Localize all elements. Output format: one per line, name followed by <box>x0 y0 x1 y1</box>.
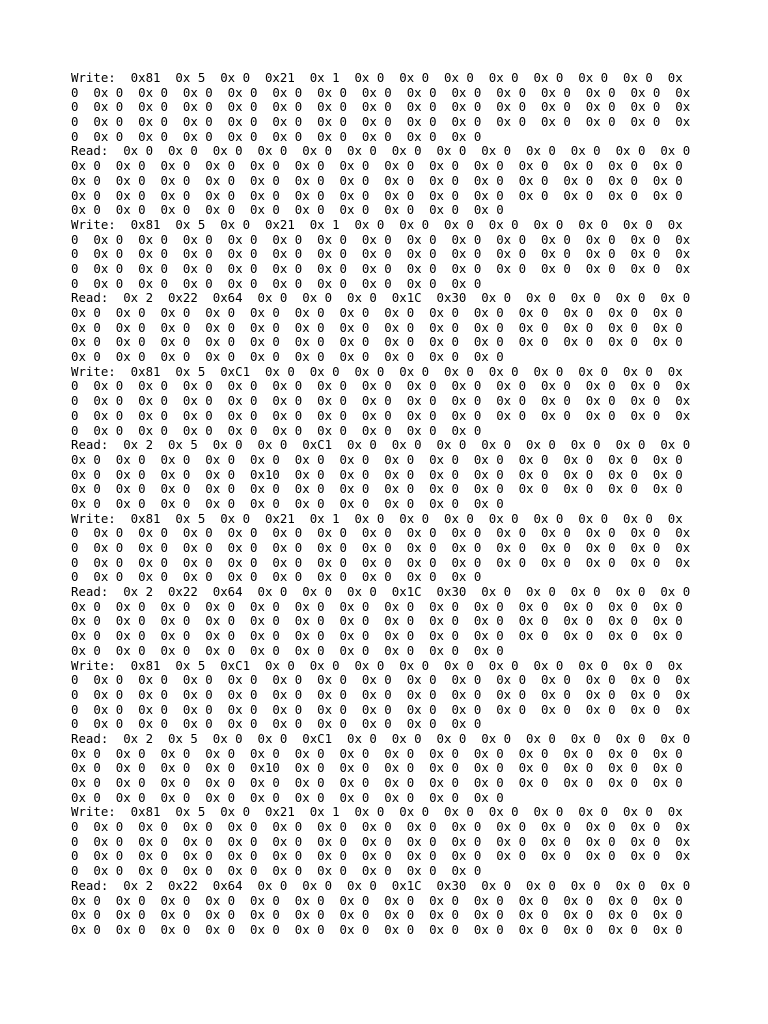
log-line: 0x 0 0x 0 0x 0 0x 0 0x 0 0x 0 0x 0 0x 0 0x 0 0x 0 0x 0 0x 0 0x 0 0x 0 <box>71 451 683 467</box>
log-line: 0 0x 0 0x 0 0x 0 0x 0 0x 0 0x 0 0x 0 0x 0 0x 0 0x 0 0x 0 0x 0 0x 0 0x <box>71 260 691 276</box>
log-line: 0x 0 0x 0 0x 0 0x 0 0x 0 0x 0 0x 0 0x 0 0x 0 0x 0 0x 0 0x 0 0x 0 0x 0 <box>71 745 683 761</box>
log-line: 0x 0 0x 0 0x 0 0x 0 0x 0 0x 0 0x 0 0x 0 0x 0 0x 0 0x 0 0x 0 0x 0 0x 0 <box>71 921 683 937</box>
log-line: Write: 0x81 0x 5 0x 0 0x21 0x 1 0x 0 0x 0 0x 0 0x 0 0x 0 0x 0 0x 0 0x <box>71 70 683 85</box>
log-line: Write: 0x81 0x 5 0x 0 0x21 0x 1 0x 0 0x 0 0x 0 0x 0 0x 0 0x 0 0x 0 0x <box>71 804 683 820</box>
log-line: Read: 0x 2 0x 5 0x 0 0x 0 0xC1 0x 0 0x 0 0x 0 0x 0 0x 0 0x 0 0x 0 0x 0 <box>71 730 691 746</box>
log-line: 0x 0 0x 0 0x 0 0x 0 0x10 0x 0 0x 0 0x 0 0x 0 0x 0 0x 0 0x 0 0x 0 0x 0 <box>71 466 683 482</box>
log-line: 0 0x 0 0x 0 0x 0 0x 0 0x 0 0x 0 0x 0 0x 0 0x 0 0x 0 0x 0 0x 0 0x 0 0x <box>71 407 691 423</box>
log-line: 0x 0 0x 0 0x 0 0x 0 0x 0 0x 0 0x 0 0x 0 0x 0 0x 0 0x 0 0x 0 0x 0 0x 0 <box>71 158 683 174</box>
log-line: 0 0x 0 0x 0 0x 0 0x 0 0x 0 0x 0 0x 0 0x 0 0x 0 <box>71 275 482 291</box>
log-line: 0 0x 0 0x 0 0x 0 0x 0 0x 0 0x 0 0x 0 0x 0 0x 0 <box>71 863 482 879</box>
log-line: 0x 0 0x 0 0x 0 0x 0 0x 0 0x 0 0x 0 0x 0 0x 0 0x 0 0x 0 0x 0 0x 0 0x 0 <box>71 628 683 644</box>
log-line: Write: 0x81 0x 5 0xC1 0x 0 0x 0 0x 0 0x 0 0x 0 0x 0 0x 0 0x 0 0x 0 0x <box>71 363 683 379</box>
log-line: Read: 0x 0 0x 0 0x 0 0x 0 0x 0 0x 0 0x 0 0x 0 0x 0 0x 0 0x 0 0x 0 0x 0 <box>71 143 691 159</box>
log-line: 0x 0 0x 0 0x 0 0x 0 0x 0 0x 0 0x 0 0x 0 0x 0 0x 0 0x 0 0x 0 0x 0 0x 0 <box>71 319 683 335</box>
log-line: 0x 0 0x 0 0x 0 0x 0 0x 0 0x 0 0x 0 0x 0 0x 0 0x 0 0x 0 0x 0 0x 0 0x 0 <box>71 775 683 790</box>
log-line: 0x 0 0x 0 0x 0 0x 0 0x 0 0x 0 0x 0 0x 0 0x 0 0x 0 0x 0 0x 0 0x 0 0x 0 <box>71 305 683 320</box>
log-line: 0x 0 0x 0 0x 0 0x 0 0x 0 0x 0 0x 0 0x 0 0x 0 0x 0 0x 0 0x 0 0x 0 0x 0 <box>71 613 683 629</box>
log-line: 0 0x 0 0x 0 0x 0 0x 0 0x 0 0x 0 0x 0 0x 0 0x 0 0x 0 0x 0 0x 0 0x 0 0x <box>71 525 691 541</box>
log-line: 0x 0 0x 0 0x 0 0x 0 0x 0 0x 0 0x 0 0x 0 0x 0 0x 0 0x 0 0x 0 0x 0 0x 0 <box>71 334 683 350</box>
log-line: Read: 0x 2 0x22 0x64 0x 0 0x 0 0x 0 0x1C 0x30 0x 0 0x 0 0x 0 0x 0 0x 0 <box>71 584 691 600</box>
log-line: 0 0x 0 0x 0 0x 0 0x 0 0x 0 0x 0 0x 0 0x 0 0x 0 <box>71 716 482 732</box>
log-line: Write: 0x81 0x 5 0x 0 0x21 0x 1 0x 0 0x 0 0x 0 0x 0 0x 0 0x 0 0x 0 0x <box>71 216 683 232</box>
log-line: 0 0x 0 0x 0 0x 0 0x 0 0x 0 0x 0 0x 0 0x 0 0x 0 0x 0 0x 0 0x 0 0x 0 0x <box>71 231 691 247</box>
log-line: 0x 0 0x 0 0x 0 0x 0 0x 0 0x 0 0x 0 0x 0 0x 0 0x 0 0x 0 0x 0 0x 0 0x 0 <box>71 172 683 188</box>
log-line: 0 0x 0 0x 0 0x 0 0x 0 0x 0 0x 0 0x 0 0x 0 0x 0 0x 0 0x 0 0x 0 0x 0 0x <box>71 833 691 849</box>
log-line: 0x 0 0x 0 0x 0 0x 0 0x 0 0x 0 0x 0 0x 0 0x 0 0x 0 <box>71 349 504 365</box>
log-line: 0 0x 0 0x 0 0x 0 0x 0 0x 0 0x 0 0x 0 0x 0 0x 0 <box>71 422 482 438</box>
log-line: 0 0x 0 0x 0 0x 0 0x 0 0x 0 0x 0 0x 0 0x 0 0x 0 0x 0 0x 0 0x 0 0x 0 0x <box>71 554 691 570</box>
log-line: 0x 0 0x 0 0x 0 0x 0 0x10 0x 0 0x 0 0x 0 0x 0 0x 0 0x 0 0x 0 0x 0 0x 0 <box>71 760 683 776</box>
log-line: Write: 0x81 0x 5 0x 0 0x21 0x 1 0x 0 0x 0 0x 0 0x 0 0x 0 0x 0 0x 0 0x <box>71 510 683 526</box>
log-line: 0x 0 0x 0 0x 0 0x 0 0x 0 0x 0 0x 0 0x 0 0x 0 0x 0 <box>71 789 504 805</box>
log-line: 0 0x 0 0x 0 0x 0 0x 0 0x 0 0x 0 0x 0 0x 0 0x 0 0x 0 0x 0 0x 0 0x 0 0x <box>71 378 691 394</box>
log-line: 0 0x 0 0x 0 0x 0 0x 0 0x 0 0x 0 0x 0 0x 0 0x 0 0x 0 0x 0 0x 0 0x 0 0x <box>71 701 691 717</box>
log-line: 0x 0 0x 0 0x 0 0x 0 0x 0 0x 0 0x 0 0x 0 0x 0 0x 0 0x 0 0x 0 0x 0 0x 0 <box>71 481 683 497</box>
log-line: 0 0x 0 0x 0 0x 0 0x 0 0x 0 0x 0 0x 0 0x 0 0x 0 0x 0 0x 0 0x 0 0x 0 0x <box>71 819 691 835</box>
log-line: 0x 0 0x 0 0x 0 0x 0 0x 0 0x 0 0x 0 0x 0 0x 0 0x 0 0x 0 0x 0 0x 0 0x 0 <box>71 907 683 923</box>
log-line: 0x 0 0x 0 0x 0 0x 0 0x 0 0x 0 0x 0 0x 0 0x 0 0x 0 0x 0 0x 0 0x 0 0x 0 <box>71 892 683 908</box>
log-line: Read: 0x 2 0x22 0x64 0x 0 0x 0 0x 0 0x1C 0x30 0x 0 0x 0 0x 0 0x 0 0x 0 <box>71 290 691 306</box>
log-line: 0 0x 0 0x 0 0x 0 0x 0 0x 0 0x 0 0x 0 0x 0 0x 0 0x 0 0x 0 0x 0 0x 0 0x <box>71 848 691 864</box>
log-line: 0x 0 0x 0 0x 0 0x 0 0x 0 0x 0 0x 0 0x 0 0x 0 0x 0 <box>71 495 504 511</box>
log-line: 0x 0 0x 0 0x 0 0x 0 0x 0 0x 0 0x 0 0x 0 0x 0 0x 0 0x 0 0x 0 0x 0 0x 0 <box>71 598 683 614</box>
log-line: Read: 0x 2 0x 5 0x 0 0x 0 0xC1 0x 0 0x 0 0x 0 0x 0 0x 0 0x 0 0x 0 0x 0 <box>71 437 691 453</box>
log-line: 0x 0 0x 0 0x 0 0x 0 0x 0 0x 0 0x 0 0x 0 0x 0 0x 0 0x 0 0x 0 0x 0 0x 0 <box>71 187 683 203</box>
log-line: 0 0x 0 0x 0 0x 0 0x 0 0x 0 0x 0 0x 0 0x 0 0x 0 0x 0 0x 0 0x 0 0x 0 0x <box>71 246 691 262</box>
log-line: 0 0x 0 0x 0 0x 0 0x 0 0x 0 0x 0 0x 0 0x 0 0x 0 <box>71 128 482 144</box>
log-line: 0 0x 0 0x 0 0x 0 0x 0 0x 0 0x 0 0x 0 0x 0 0x 0 0x 0 0x 0 0x 0 0x 0 0x <box>71 84 691 100</box>
hex-log-document <box>71 71 711 938</box>
log-line: 0 0x 0 0x 0 0x 0 0x 0 0x 0 0x 0 0x 0 0x 0 0x 0 <box>71 569 482 585</box>
log-line: 0 0x 0 0x 0 0x 0 0x 0 0x 0 0x 0 0x 0 0x 0 0x 0 0x 0 0x 0 0x 0 0x 0 0x <box>71 114 691 130</box>
log-line: 0 0x 0 0x 0 0x 0 0x 0 0x 0 0x 0 0x 0 0x 0 0x 0 0x 0 0x 0 0x 0 0x 0 0x <box>71 686 691 702</box>
log-line: 0x 0 0x 0 0x 0 0x 0 0x 0 0x 0 0x 0 0x 0 0x 0 0x 0 <box>71 202 504 218</box>
log-line: 0 0x 0 0x 0 0x 0 0x 0 0x 0 0x 0 0x 0 0x 0 0x 0 0x 0 0x 0 0x 0 0x 0 0x <box>71 393 691 409</box>
log-line: 0 0x 0 0x 0 0x 0 0x 0 0x 0 0x 0 0x 0 0x 0 0x 0 0x 0 0x 0 0x 0 0x 0 0x <box>71 99 691 115</box>
log-line: Read: 0x 2 0x22 0x64 0x 0 0x 0 0x 0 0x1C 0x30 0x 0 0x 0 0x 0 0x 0 0x 0 <box>71 877 691 893</box>
log-line: Write: 0x81 0x 5 0xC1 0x 0 0x 0 0x 0 0x 0 0x 0 0x 0 0x 0 0x 0 0x 0 0x <box>71 657 683 673</box>
log-line: 0 0x 0 0x 0 0x 0 0x 0 0x 0 0x 0 0x 0 0x 0 0x 0 0x 0 0x 0 0x 0 0x 0 0x <box>71 672 691 688</box>
log-line: 0x 0 0x 0 0x 0 0x 0 0x 0 0x 0 0x 0 0x 0 0x 0 0x 0 <box>71 642 504 658</box>
log-line: 0 0x 0 0x 0 0x 0 0x 0 0x 0 0x 0 0x 0 0x 0 0x 0 0x 0 0x 0 0x 0 0x 0 0x <box>71 540 691 555</box>
